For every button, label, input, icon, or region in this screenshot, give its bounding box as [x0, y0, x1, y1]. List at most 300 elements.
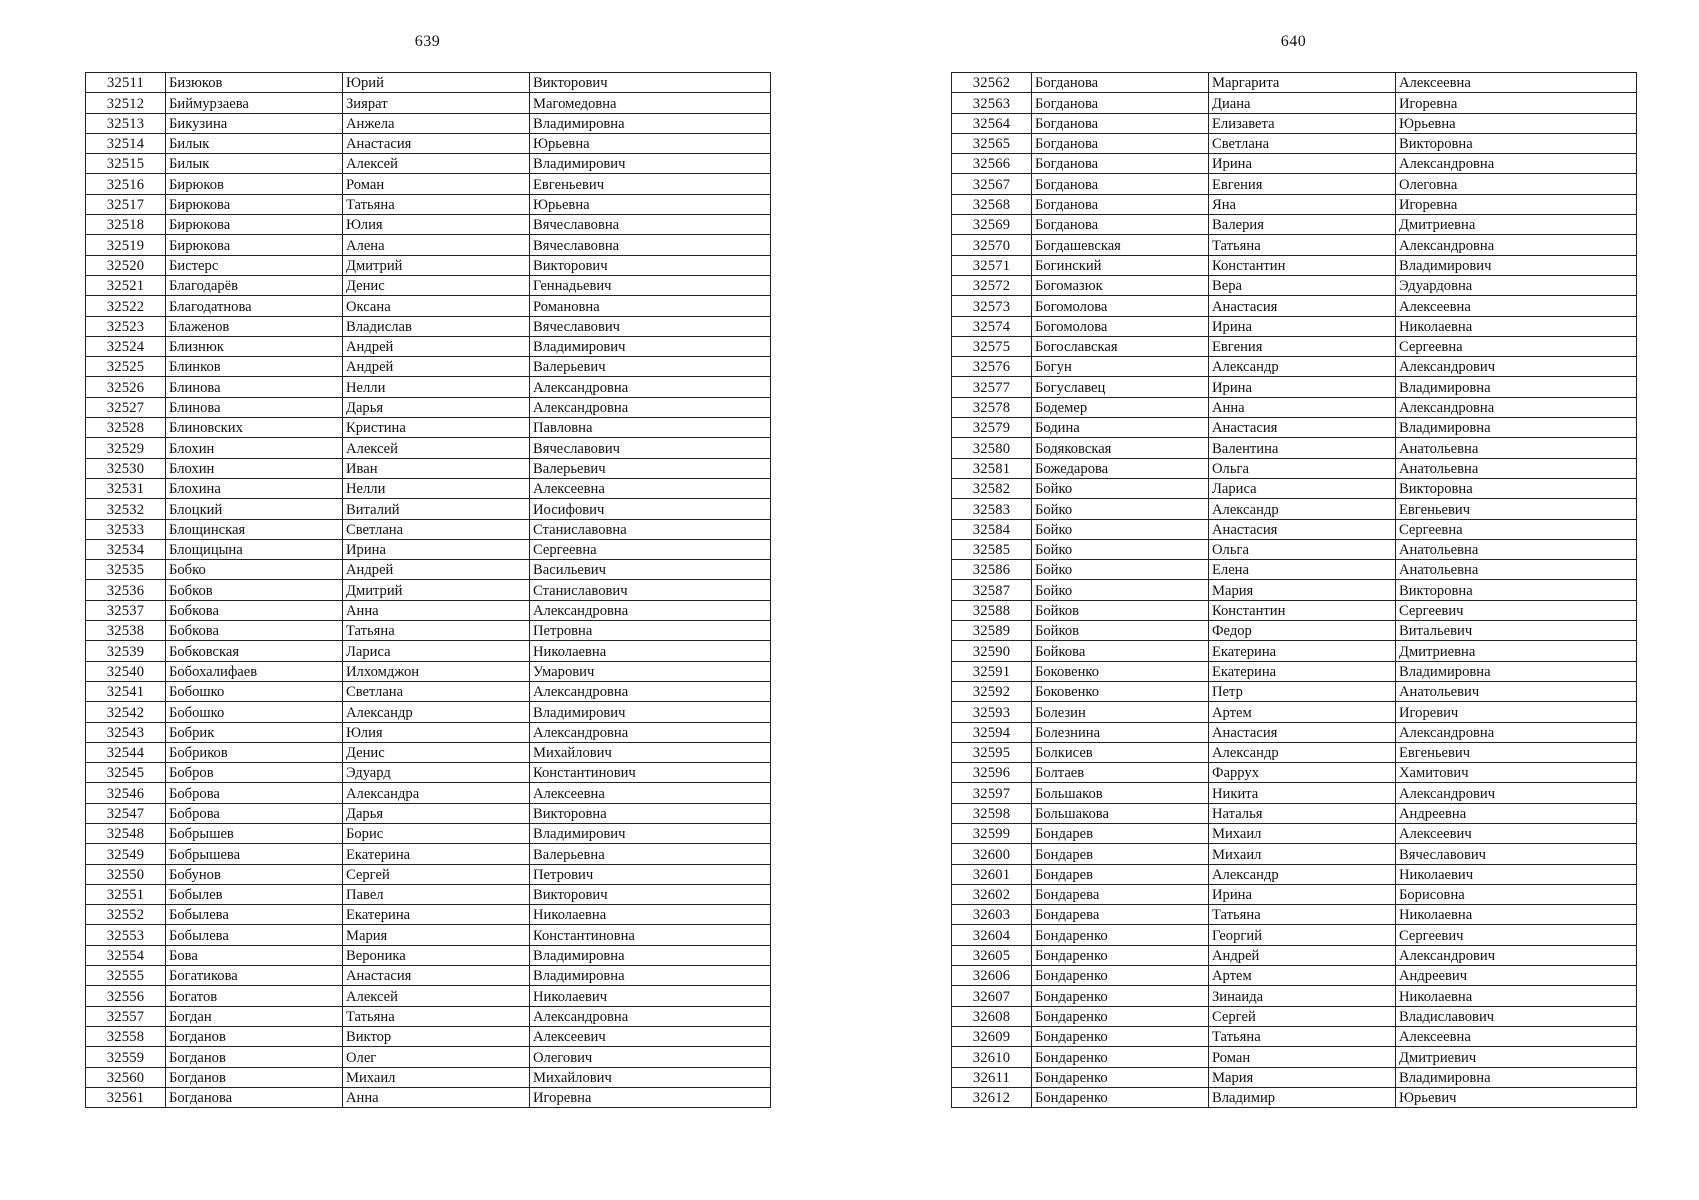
record-number-cell: 32577: [952, 377, 1032, 397]
table-row: [86, 641, 771, 661]
record-number-cell: 32531: [86, 478, 166, 498]
first-name-cell: Елизавета: [1209, 113, 1396, 133]
table-row: [86, 1067, 771, 1087]
patronymic-cell: Константинович: [530, 763, 771, 783]
record-number-cell: 32597: [952, 783, 1032, 803]
table-row: [86, 418, 771, 438]
patronymic-cell: Алексеевич: [1396, 823, 1637, 843]
record-number-cell: 32571: [952, 255, 1032, 275]
first-name-cell: Сергей: [343, 864, 530, 884]
patronymic-cell: Владимировна: [530, 966, 771, 986]
first-name-cell: Алена: [343, 235, 530, 255]
patronymic-cell: Сергеевна: [1396, 336, 1637, 356]
patronymic-cell: Вячеславович: [530, 316, 771, 336]
last-name-cell: Бойко: [1032, 519, 1209, 539]
record-number-cell: 32547: [86, 803, 166, 823]
first-name-cell: Федор: [1209, 621, 1396, 641]
table-row: [86, 478, 771, 498]
patronymic-cell: Михайлович: [530, 742, 771, 762]
last-name-cell: Богуславец: [1032, 377, 1209, 397]
first-name-cell: Георгий: [1209, 925, 1396, 945]
last-name-cell: Бирюкова: [166, 194, 343, 214]
table-row: [86, 296, 771, 316]
last-name-cell: Боковенко: [1032, 681, 1209, 701]
patronymic-cell: Николаевна: [530, 641, 771, 661]
last-name-cell: Бистерс: [166, 255, 343, 275]
first-name-cell: Анна: [343, 1087, 530, 1107]
record-number-cell: 32523: [86, 316, 166, 336]
record-number-cell: 32512: [86, 93, 166, 113]
first-name-cell: Александр: [1209, 357, 1396, 377]
table-row: [952, 905, 1637, 925]
table-row: [86, 458, 771, 478]
last-name-cell: Бойков: [1032, 600, 1209, 620]
patronymic-cell: Владимировна: [1396, 1067, 1637, 1087]
first-name-cell: Виталий: [343, 499, 530, 519]
table-row: [86, 357, 771, 377]
last-name-cell: Бобрышев: [166, 823, 343, 843]
record-number-cell: 32610: [952, 1047, 1032, 1067]
table-row: [86, 113, 771, 133]
record-number-cell: 32584: [952, 519, 1032, 539]
first-name-cell: Фаррух: [1209, 763, 1396, 783]
record-number-cell: 32526: [86, 377, 166, 397]
last-name-cell: Бирюкова: [166, 235, 343, 255]
first-name-cell: Дарья: [343, 803, 530, 823]
record-number-cell: 32581: [952, 458, 1032, 478]
last-name-cell: Богомазюк: [1032, 275, 1209, 295]
patronymic-cell: Александровна: [1396, 154, 1637, 174]
table-row: [86, 905, 771, 925]
first-name-cell: Михаил: [343, 1067, 530, 1087]
record-number-cell: 32596: [952, 763, 1032, 783]
patronymic-cell: Юрьевна: [530, 194, 771, 214]
patronymic-cell: Владимирович: [530, 823, 771, 843]
record-number-cell: 32569: [952, 215, 1032, 235]
first-name-cell: Роман: [1209, 1047, 1396, 1067]
record-number-cell: 32525: [86, 357, 166, 377]
patronymic-cell: Игоревна: [1396, 93, 1637, 113]
table-row: [952, 478, 1637, 498]
last-name-cell: Бондарева: [1032, 905, 1209, 925]
last-name-cell: Богданов: [166, 1047, 343, 1067]
table-row: [86, 499, 771, 519]
patronymic-cell: Владимировна: [1396, 661, 1637, 681]
record-number-cell: 32521: [86, 275, 166, 295]
table-row: [86, 945, 771, 965]
record-number-cell: 32594: [952, 722, 1032, 742]
table-row: [952, 397, 1637, 417]
first-name-cell: Вероника: [343, 945, 530, 965]
record-number-cell: 32567: [952, 174, 1032, 194]
patronymic-cell: Сергеевна: [1396, 519, 1637, 539]
first-name-cell: Евгения: [1209, 336, 1396, 356]
table-row: [952, 560, 1637, 580]
table-row: [86, 661, 771, 681]
table-row: [952, 174, 1637, 194]
first-name-cell: Кристина: [343, 418, 530, 438]
table-row: [952, 844, 1637, 864]
last-name-cell: Боброва: [166, 783, 343, 803]
patronymic-cell: Геннадьевич: [530, 275, 771, 295]
first-name-cell: Анастасия: [343, 966, 530, 986]
record-number-cell: 32539: [86, 641, 166, 661]
last-name-cell: Бондаренко: [1032, 986, 1209, 1006]
patronymic-cell: Борисовна: [1396, 884, 1637, 904]
table-row: [86, 275, 771, 295]
first-name-cell: Дарья: [343, 397, 530, 417]
patronymic-cell: Викторовна: [1396, 133, 1637, 153]
last-name-cell: Богатов: [166, 986, 343, 1006]
last-name-cell: Бондаренко: [1032, 925, 1209, 945]
last-name-cell: Богданова: [1032, 93, 1209, 113]
table-row: [86, 133, 771, 153]
first-name-cell: Вера: [1209, 275, 1396, 295]
last-name-cell: Бойко: [1032, 560, 1209, 580]
first-name-cell: Ольга: [1209, 539, 1396, 559]
patronymic-cell: Владимировна: [530, 945, 771, 965]
patronymic-cell: Константиновна: [530, 925, 771, 945]
patronymic-cell: Вячеславович: [1396, 844, 1637, 864]
first-name-cell: Нелли: [343, 377, 530, 397]
first-name-cell: Наталья: [1209, 803, 1396, 823]
record-number-cell: 32553: [86, 925, 166, 945]
patronymic-cell: Анатольевна: [1396, 560, 1637, 580]
first-name-cell: Светлана: [343, 519, 530, 539]
record-number-cell: 32516: [86, 174, 166, 194]
table-row: [952, 600, 1637, 620]
table-row: [952, 377, 1637, 397]
last-name-cell: Бобошко: [166, 681, 343, 701]
table-row: [952, 194, 1637, 214]
table-row: [86, 621, 771, 641]
record-number-cell: 32588: [952, 600, 1032, 620]
table-row: [86, 539, 771, 559]
record-number-cell: 32548: [86, 823, 166, 843]
table-row: [952, 1026, 1637, 1046]
last-name-cell: Бирюков: [166, 174, 343, 194]
first-name-cell: Екатерина: [343, 844, 530, 864]
last-name-cell: Бойко: [1032, 539, 1209, 559]
patronymic-cell: Андреевна: [1396, 803, 1637, 823]
last-name-cell: Бондарев: [1032, 844, 1209, 864]
table-row: [86, 986, 771, 1006]
patronymic-cell: Игоревна: [530, 1087, 771, 1107]
table-row: [952, 458, 1637, 478]
first-name-cell: Анастасия: [1209, 519, 1396, 539]
record-number-cell: 32607: [952, 986, 1032, 1006]
first-name-cell: Мария: [1209, 1067, 1396, 1087]
first-name-cell: Артем: [1209, 702, 1396, 722]
patronymic-cell: Вячеславовна: [530, 215, 771, 235]
first-name-cell: Ирина: [343, 539, 530, 559]
record-number-cell: 32527: [86, 397, 166, 417]
table-row: [952, 519, 1637, 539]
record-number-cell: 32558: [86, 1026, 166, 1046]
table-row: [952, 93, 1637, 113]
last-name-cell: Бобкова: [166, 621, 343, 641]
last-name-cell: Божедарова: [1032, 458, 1209, 478]
last-name-cell: Блинков: [166, 357, 343, 377]
patronymic-cell: Дмитриевна: [1396, 641, 1637, 661]
table-row: [86, 844, 771, 864]
record-number-cell: 32551: [86, 884, 166, 904]
last-name-cell: Бикузина: [166, 113, 343, 133]
first-name-cell: Юлия: [343, 722, 530, 742]
patronymic-cell: Александрович: [1396, 357, 1637, 377]
table-row: [86, 783, 771, 803]
record-number-cell: 32544: [86, 742, 166, 762]
patronymic-cell: Юрьевна: [1396, 113, 1637, 133]
record-number-cell: 32602: [952, 884, 1032, 904]
table-row: [86, 215, 771, 235]
first-name-cell: Оксана: [343, 296, 530, 316]
record-number-cell: 32535: [86, 560, 166, 580]
first-name-cell: Маргарита: [1209, 73, 1396, 93]
table-row: [952, 1067, 1637, 1087]
table-row: [86, 803, 771, 823]
record-number-cell: 32593: [952, 702, 1032, 722]
last-name-cell: Бондарев: [1032, 823, 1209, 843]
record-number-cell: 32587: [952, 580, 1032, 600]
first-name-cell: Нелли: [343, 478, 530, 498]
first-name-cell: Дмитрий: [343, 255, 530, 275]
table-row: [86, 722, 771, 742]
last-name-cell: Богославская: [1032, 336, 1209, 356]
last-name-cell: Бондаренко: [1032, 945, 1209, 965]
record-number-cell: 32609: [952, 1026, 1032, 1046]
table-row: [952, 316, 1637, 336]
patronymic-cell: Владимировна: [1396, 418, 1637, 438]
record-number-cell: 32540: [86, 661, 166, 681]
first-name-cell: Анна: [343, 600, 530, 620]
table-row: [86, 560, 771, 580]
first-name-cell: Екатерина: [1209, 641, 1396, 661]
table-row: [952, 275, 1637, 295]
table-row: [86, 681, 771, 701]
patronymic-cell: Александрович: [1396, 945, 1637, 965]
patronymic-cell: Игоревич: [1396, 702, 1637, 722]
patronymic-cell: Валерьевич: [530, 458, 771, 478]
first-name-cell: Диана: [1209, 93, 1396, 113]
last-name-cell: Богданова: [166, 1087, 343, 1107]
patronymic-cell: Александровна: [1396, 235, 1637, 255]
last-name-cell: Бондаренко: [1032, 1026, 1209, 1046]
first-name-cell: Андрей: [1209, 945, 1396, 965]
patronymic-cell: Андреевич: [1396, 966, 1637, 986]
record-number-cell: 32517: [86, 194, 166, 214]
record-number-cell: 32534: [86, 539, 166, 559]
table-row: [952, 154, 1637, 174]
record-number-cell: 32568: [952, 194, 1032, 214]
table-row: [952, 803, 1637, 823]
first-name-cell: Алексей: [343, 438, 530, 458]
first-name-cell: Лариса: [343, 641, 530, 661]
patronymic-cell: Александровна: [530, 397, 771, 417]
table-row: [952, 296, 1637, 316]
last-name-cell: Бодемер: [1032, 397, 1209, 417]
table-row: [86, 925, 771, 945]
table-row: [86, 316, 771, 336]
record-number-cell: 32538: [86, 621, 166, 641]
patronymic-cell: Петровна: [530, 621, 771, 641]
last-name-cell: Бондарев: [1032, 864, 1209, 884]
last-name-cell: Бодина: [1032, 418, 1209, 438]
first-name-cell: Владимир: [1209, 1087, 1396, 1107]
first-name-cell: Анастасия: [343, 133, 530, 153]
first-name-cell: Михаил: [1209, 823, 1396, 843]
last-name-cell: Блощинская: [166, 519, 343, 539]
record-number-cell: 32529: [86, 438, 166, 458]
first-name-cell: Ольга: [1209, 458, 1396, 478]
table-row: [952, 945, 1637, 965]
last-name-cell: Бойкова: [1032, 641, 1209, 661]
first-name-cell: Александр: [1209, 742, 1396, 762]
record-number-cell: 32554: [86, 945, 166, 965]
last-name-cell: Бобрышева: [166, 844, 343, 864]
table-row: [86, 763, 771, 783]
record-number-cell: 32511: [86, 73, 166, 93]
last-name-cell: Бодяковская: [1032, 438, 1209, 458]
first-name-cell: Андрей: [343, 336, 530, 356]
table-row: [86, 336, 771, 356]
first-name-cell: Ирина: [1209, 154, 1396, 174]
first-name-cell: Татьяна: [1209, 235, 1396, 255]
last-name-cell: Бизюков: [166, 73, 343, 93]
patronymic-cell: Владимирович: [530, 702, 771, 722]
table-row: [952, 418, 1637, 438]
patronymic-cell: Владимирович: [530, 336, 771, 356]
last-name-cell: Богданова: [1032, 113, 1209, 133]
patronymic-cell: Александровна: [1396, 722, 1637, 742]
first-name-cell: Лариса: [1209, 478, 1396, 498]
table-row: [952, 580, 1637, 600]
table-row: [952, 1006, 1637, 1026]
last-name-cell: Близнюк: [166, 336, 343, 356]
patronymic-cell: Романовна: [530, 296, 771, 316]
last-name-cell: Богданова: [1032, 154, 1209, 174]
patronymic-cell: Сергеевич: [1396, 925, 1637, 945]
record-number-cell: 32600: [952, 844, 1032, 864]
patronymic-cell: Сергеевна: [530, 539, 771, 559]
last-name-cell: Билык: [166, 133, 343, 153]
patronymic-cell: Магомедовна: [530, 93, 771, 113]
patronymic-cell: Петрович: [530, 864, 771, 884]
patronymic-cell: Владимировна: [530, 113, 771, 133]
first-name-cell: Денис: [343, 275, 530, 295]
last-name-cell: Бобкова: [166, 600, 343, 620]
record-number-cell: 32612: [952, 1087, 1032, 1107]
first-name-cell: Константин: [1209, 600, 1396, 620]
first-name-cell: Алексей: [343, 986, 530, 1006]
last-name-cell: Богданов: [166, 1026, 343, 1046]
patronymic-cell: Станиславовна: [530, 519, 771, 539]
first-name-cell: Константин: [1209, 255, 1396, 275]
first-name-cell: Иван: [343, 458, 530, 478]
record-number-cell: 32599: [952, 823, 1032, 843]
last-name-cell: Богатикова: [166, 966, 343, 986]
first-name-cell: Петр: [1209, 681, 1396, 701]
table-row: [952, 783, 1637, 803]
last-name-cell: Болезин: [1032, 702, 1209, 722]
record-number-cell: 32598: [952, 803, 1032, 823]
last-name-cell: Бобриков: [166, 742, 343, 762]
last-name-cell: Богдашевская: [1032, 235, 1209, 255]
patronymic-cell: Анатольевна: [1396, 438, 1637, 458]
register-table-body: [952, 73, 1637, 1108]
first-name-cell: Эдуард: [343, 763, 530, 783]
first-name-cell: Ирина: [1209, 316, 1396, 336]
last-name-cell: Бондаренко: [1032, 1047, 1209, 1067]
record-number-cell: 32576: [952, 357, 1032, 377]
record-number-cell: 32604: [952, 925, 1032, 945]
patronymic-cell: Александровна: [530, 600, 771, 620]
first-name-cell: Олег: [343, 1047, 530, 1067]
patronymic-cell: Алексеевна: [1396, 73, 1637, 93]
record-number-cell: 32530: [86, 458, 166, 478]
first-name-cell: Андрей: [343, 357, 530, 377]
table-row: [86, 580, 771, 600]
table-row: [86, 93, 771, 113]
patronymic-cell: Павловна: [530, 418, 771, 438]
table-row: [952, 133, 1637, 153]
table-row: [86, 742, 771, 762]
record-number-cell: 32555: [86, 966, 166, 986]
table-row: [952, 986, 1637, 1006]
patronymic-cell: Анатольевич: [1396, 681, 1637, 701]
table-row: [86, 154, 771, 174]
patronymic-cell: Владимирович: [530, 154, 771, 174]
last-name-cell: Бобковская: [166, 641, 343, 661]
table-row: [952, 966, 1637, 986]
record-number-cell: 32601: [952, 864, 1032, 884]
patronymic-cell: Анатольевна: [1396, 458, 1637, 478]
last-name-cell: Блохин: [166, 438, 343, 458]
last-name-cell: Богданова: [1032, 133, 1209, 153]
patronymic-cell: Дмитриевич: [1396, 1047, 1637, 1067]
first-name-cell: Светлана: [1209, 133, 1396, 153]
record-number-cell: 32603: [952, 905, 1032, 925]
last-name-cell: Бойко: [1032, 478, 1209, 498]
record-number-cell: 32560: [86, 1067, 166, 1087]
record-number-cell: 32572: [952, 275, 1032, 295]
last-name-cell: Бондаренко: [1032, 1067, 1209, 1087]
patronymic-cell: Викторович: [530, 255, 771, 275]
record-number-cell: 32561: [86, 1087, 166, 1107]
record-number-cell: 32562: [952, 73, 1032, 93]
first-name-cell: Светлана: [343, 681, 530, 701]
table-row: [952, 823, 1637, 843]
patronymic-cell: Николаевич: [530, 986, 771, 1006]
last-name-cell: Боковенко: [1032, 661, 1209, 681]
last-name-cell: Бондаренко: [1032, 966, 1209, 986]
first-name-cell: Алексей: [343, 154, 530, 174]
table-row: [952, 641, 1637, 661]
last-name-cell: Бобко: [166, 560, 343, 580]
patronymic-cell: Николаевна: [1396, 905, 1637, 925]
patronymic-cell: Александровна: [530, 722, 771, 742]
last-name-cell: Большаков: [1032, 783, 1209, 803]
patronymic-cell: Владимирович: [1396, 255, 1637, 275]
last-name-cell: Богун: [1032, 357, 1209, 377]
first-name-cell: Александр: [1209, 499, 1396, 519]
patronymic-cell: Александрович: [1396, 783, 1637, 803]
patronymic-cell: Викторович: [530, 884, 771, 904]
patronymic-cell: Викторовна: [1396, 580, 1637, 600]
table-row: [952, 621, 1637, 641]
last-name-cell: Бойко: [1032, 499, 1209, 519]
record-number-cell: 32524: [86, 336, 166, 356]
